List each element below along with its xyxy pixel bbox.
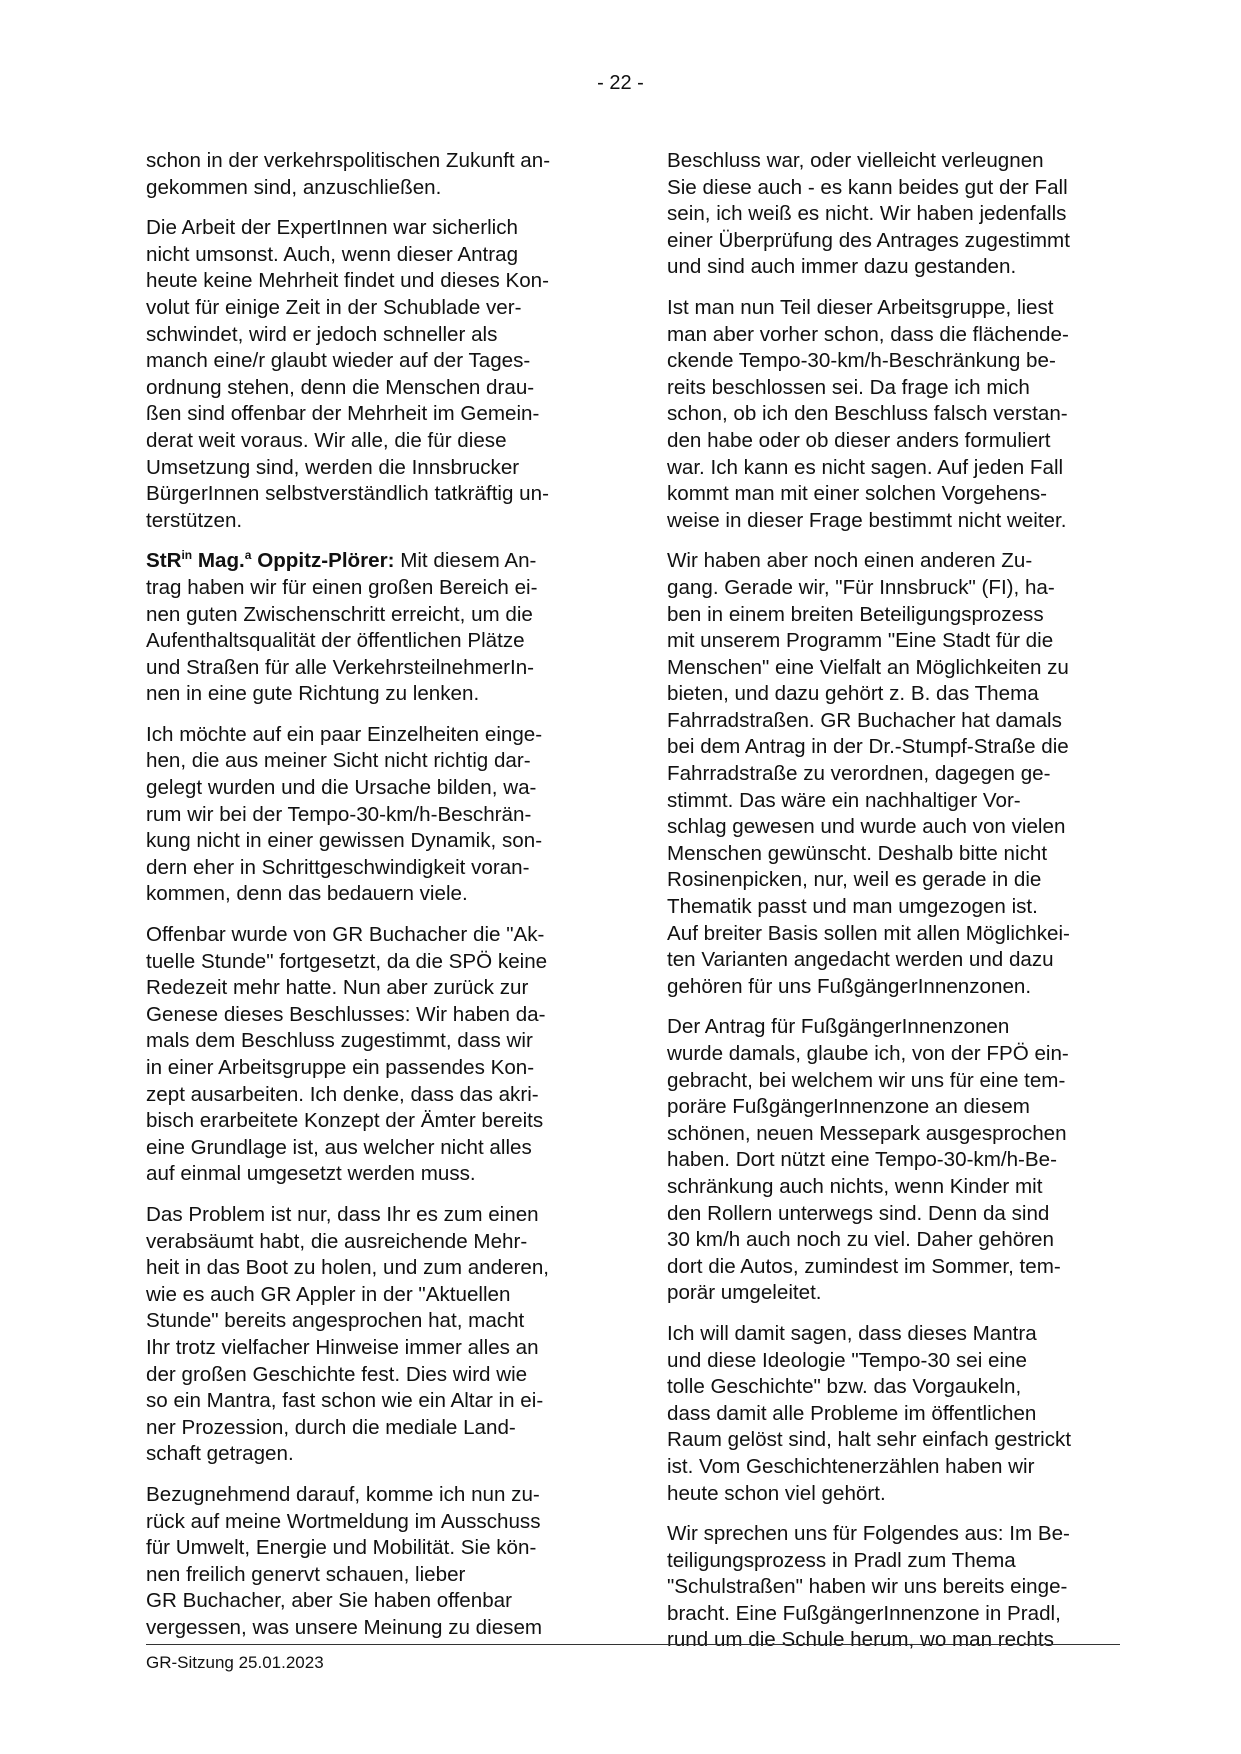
- text-line: man aber vorher schon, dass die flächende-: [667, 322, 1069, 346]
- text-line: Bezugnehmend darauf, komme ich nun zu-: [146, 1482, 540, 1506]
- text-line: Menschen gewünscht. Deshalb bitte nicht: [667, 841, 1048, 865]
- text-line: gelegt wurden und die Ursache bilden, wa-: [146, 776, 537, 800]
- text-line: trag haben wir für einen großen Bereich ei-: [146, 575, 538, 599]
- text-line: ordnung stehen, denn die Menschen drau-: [146, 375, 535, 399]
- text-line: sein, ich weiß es nicht. Wir haben jedenfalls: [667, 202, 1067, 226]
- paragraph: [146, 722, 608, 908]
- text-line: rück auf meine Wortmeldung im Ausschuss: [146, 1509, 541, 1533]
- text-line: Auf breiter Basis sollen mit allen Möglichkei-: [667, 921, 1070, 945]
- text-line: "Schulstraßen" haben wir uns bereits einge-: [667, 1575, 1068, 1599]
- text-line: schaft getragen.: [146, 1442, 294, 1466]
- text-line: zept ausarbeiten. Ich denke, dass das akri-: [146, 1082, 539, 1106]
- text-line: Das Problem ist nur, dass Ihr es zum einen: [146, 1202, 539, 1226]
- text-line: bisch erarbeitete Konzept der Ämter bereits: [146, 1109, 544, 1133]
- left-column: [146, 148, 608, 1655]
- text-line: mit unserem Programm "Eine Stadt für die: [667, 629, 1054, 653]
- text-line: und sind auch immer dazu gestanden.: [667, 255, 1017, 279]
- text-line: mals dem Beschluss zugestimmt, dass wir: [146, 1029, 533, 1053]
- text-line: heute keine Mehrheit findet und dieses Kon-: [146, 269, 549, 293]
- text-line: Fahrradstraße zu verordnen, dagegen ge-: [667, 762, 1051, 786]
- speaker-surname: Oppitz-Plörer:: [251, 549, 395, 573]
- paragraph: [146, 148, 608, 201]
- text-line: den habe oder ob dieser anders formuliert: [667, 428, 1051, 452]
- text-line: kommen, denn das bedauern viele.: [146, 882, 468, 906]
- text-line: Umsetzung sind, werden die Innsbrucker: [146, 455, 520, 479]
- speaker-role-suffix: in: [181, 548, 193, 563]
- paragraph: [667, 548, 1129, 1000]
- text-line: manch eine/r glaubt wieder auf der Tages-: [146, 349, 531, 373]
- text-line: haben. Dort nützt eine Tempo-30-km/h-Be-: [667, 1148, 1057, 1172]
- footer-divider: [146, 1644, 1120, 1645]
- text-line: kommt man mit einer solchen Vorgehens-: [667, 482, 1048, 506]
- speaker-title-suffix: a: [244, 548, 252, 563]
- text-line: weise in dieser Frage bestimmt nicht weiter.: [667, 508, 1067, 532]
- text-line: [146, 548, 608, 575]
- page-number: - 22 -: [597, 72, 644, 94]
- text-line: Wir haben aber noch einen anderen Zu-: [667, 549, 1033, 573]
- text-line: teiligungsprozess in Pradl zum Thema: [667, 1548, 1016, 1572]
- text-line: so ein Mantra, fast schon wie ein Altar in ei-: [146, 1389, 544, 1413]
- paragraph: [146, 1202, 608, 1468]
- text-line: in einer Arbeitsgruppe ein passendes Kon-: [146, 1056, 535, 1079]
- text-line: bracht. Eine FußgängerInnenzone in Pradl,: [667, 1601, 1061, 1625]
- text-line: gehören für uns FußgängerInnenzonen.: [667, 974, 1032, 998]
- text-line: poräre FußgängerInnenzone an diesem: [667, 1095, 1030, 1119]
- text-line: Ich will damit sagen, dass dieses Mantra: [667, 1321, 1037, 1345]
- text-line: Ich möchte auf ein paar Einzelheiten einge-: [146, 722, 543, 746]
- text-line: porär umgeleitet.: [667, 1281, 822, 1305]
- text-line: kung nicht in einer gewissen Dynamik, son-: [146, 829, 543, 853]
- paragraph: [146, 922, 608, 1188]
- text-line: Der Antrag für FußgängerInnenzonen: [667, 1015, 1010, 1039]
- text-line: Aufenthaltsqualität der öffentlichen Plätze: [146, 629, 525, 653]
- paragraph: [146, 1482, 608, 1642]
- text-line: nen freilich genervt schauen, lieber: [146, 1562, 466, 1586]
- text-line: wurde damals, glaube ich, von der FPÖ ein-: [667, 1042, 1069, 1065]
- text-line: schon, ob ich den Beschluss falsch verstan-: [667, 402, 1068, 426]
- text-line: dern eher in Schrittgeschwindigkeit voran-: [146, 855, 530, 879]
- text-line: 30 km/h auch noch zu viel. Daher gehören: [667, 1228, 1054, 1252]
- text-line: nen guten Zwischenschritt erreicht, um die: [146, 602, 533, 626]
- text-line: den Rollern unterwegs sind. Denn da sind: [667, 1201, 1050, 1225]
- text-line: und Straßen für alle VerkehrsteilnehmerIn-: [146, 655, 535, 679]
- text-line: auf einmal umgesetzt werden muss.: [146, 1162, 476, 1186]
- text-line: schwindet, wird er jedoch schneller als: [146, 322, 498, 346]
- paragraph: [667, 1014, 1129, 1307]
- speaker-role: StR: [146, 549, 182, 573]
- text-line: bei dem Antrag in der Dr.-Stumpf-Straße die: [667, 735, 1069, 759]
- text-line: Thematik passt und man umgezogen ist.: [667, 895, 1038, 919]
- text-line: Raum gelöst sind, halt sehr einfach gestrickt: [667, 1428, 1072, 1452]
- text-line: tolle Geschichte" bzw. das Vorgaukeln,: [667, 1375, 1022, 1399]
- text-line: gebracht, bei welchem wir uns für eine tem-: [667, 1068, 1066, 1092]
- text-line: hen, die aus meiner Sicht nicht richtig dar-: [146, 749, 531, 773]
- text-line: einer Überprüfung des Antrages zugestimmt: [667, 228, 1070, 252]
- footer-session-date: GR-Sitzung 25.01.2023: [146, 1653, 324, 1672]
- paragraph: [146, 215, 608, 534]
- text-line: rund um die Schule herum, wo man rechts: [667, 1628, 1054, 1652]
- text-line: gang. Gerade wir, "Für Innsbruck" (FI), ha-: [667, 575, 1055, 599]
- text-line: heute schon viel gehört.: [667, 1481, 886, 1505]
- text-line: ben in einem breiten Beteiligungsprozess: [667, 602, 1044, 626]
- paragraph: [667, 148, 1129, 281]
- text-line: tuelle Stunde" fortgesetzt, da die SPÖ keine: [146, 949, 548, 973]
- text-line: und diese Ideologie "Tempo-30 sei eine: [667, 1348, 1027, 1372]
- text-line: bieten, und dazu gehört z. B. das Thema: [667, 682, 1039, 706]
- text-line: wie es auch GR Appler in der "Aktuellen: [146, 1282, 511, 1306]
- text-line: Menschen" eine Vielfalt an Möglichkeiten zu: [667, 655, 1069, 679]
- text-line: derat weit voraus. Wir alle, die für diese: [146, 428, 507, 452]
- text-line: schränkung auch nichts, wenn Kinder mit: [667, 1174, 1043, 1198]
- text-line: eine Grundlage ist, aus welcher nicht alles: [146, 1135, 532, 1159]
- paragraph: [146, 548, 608, 708]
- text-line: Redezeit mehr hatte. Nun aber zurück zur: [146, 976, 529, 1000]
- text-line: heit in das Boot zu holen, und zum anderen,: [146, 1256, 549, 1280]
- text-line: gekommen sind, anzuschließen.: [146, 175, 442, 199]
- text-line: für Umwelt, Energie und Mobilität. Sie kön-: [146, 1536, 537, 1560]
- paragraph: [667, 1321, 1129, 1507]
- paragraph: [667, 1521, 1129, 1654]
- text-line: ten Varianten angedacht werden und dazu: [667, 948, 1054, 972]
- text-line: rum wir bei der Tempo-30-km/h-Beschrän-: [146, 802, 532, 826]
- text-line: volut für einige Zeit in der Schublade ver-: [146, 295, 522, 319]
- text-line: vergessen, was unsere Meinung zu diesem: [146, 1615, 543, 1639]
- text-line: nicht umsonst. Auch, wenn dieser Antrag: [146, 242, 519, 266]
- text-line: Ihr trotz vielfacher Hinweise immer alles an: [146, 1335, 539, 1359]
- text-line: BürgerInnen selbstverständlich tatkräftig un-: [146, 482, 549, 506]
- text-line-content: Mit diesem An-: [394, 549, 537, 573]
- text-line: ist. Vom Geschichtenerzählen haben wir: [667, 1454, 1035, 1478]
- text-line: Sie diese auch - es kann beides gut der Fall: [667, 175, 1068, 199]
- text-line: Offenbar wurde von GR Buchacher die "Ak-: [146, 923, 545, 947]
- text-line: verabsäumt habt, die ausreichende Mehr-: [146, 1229, 528, 1253]
- text-line: war. Ich kann es nicht sagen. Auf jeden Fall: [667, 455, 1064, 479]
- text-line: ßen sind offenbar der Mehrheit im Gemein-: [146, 402, 540, 426]
- text-line: schon in der verkehrspolitischen Zukunft an-: [146, 149, 551, 172]
- text-line: Beschluss war, oder vielleicht verleugnen: [667, 149, 1044, 172]
- text-line: terstützen.: [146, 508, 243, 532]
- text-line: Rosinenpicken, nur, weil es gerade in die: [667, 868, 1042, 892]
- speaker-name: [146, 549, 394, 572]
- text-line: schlag gewesen und wurde auch von vielen: [667, 815, 1066, 839]
- text-line: ner Prozession, durch die mediale Land-: [146, 1415, 516, 1439]
- text-line: Die Arbeit der ExpertInnen war sicherlich: [146, 216, 519, 240]
- text-line: Wir sprechen uns für Folgendes aus: Im Be-: [667, 1522, 1070, 1546]
- text-line: nen in eine gute Richtung zu lenken.: [146, 682, 480, 706]
- right-column: [667, 148, 1129, 1668]
- text-line: schönen, neuen Messepark ausgesprochen: [667, 1121, 1067, 1145]
- text-line: Fahrradstraßen. GR Buchacher hat damals: [667, 708, 1062, 732]
- text-line: Stunde" bereits angesprochen hat, macht: [146, 1309, 525, 1333]
- text-line: ckende Tempo-30-km/h-Beschränkung be-: [667, 349, 1056, 373]
- text-line: stimmt. Das wäre ein nachhaltiger Vor-: [667, 788, 1021, 812]
- text-line: dass damit alle Probleme im öffentlichen: [667, 1401, 1037, 1425]
- text-line: Genese dieses Beschlusses: Wir haben da-: [146, 1002, 546, 1026]
- speaker-title: Mag.: [192, 549, 245, 573]
- paragraph: [667, 295, 1129, 534]
- text-line: reits beschlossen sei. Da frage ich mich: [667, 375, 1030, 399]
- text-line: dort die Autos, zumindest im Sommer, tem-: [667, 1254, 1061, 1278]
- text-line: Ist man nun Teil dieser Arbeitsgruppe, liest: [667, 295, 1054, 319]
- text-line: der großen Geschichte fest. Dies wird wie: [146, 1362, 528, 1386]
- text-line: GR Buchacher, aber Sie haben offenbar: [146, 1589, 512, 1613]
